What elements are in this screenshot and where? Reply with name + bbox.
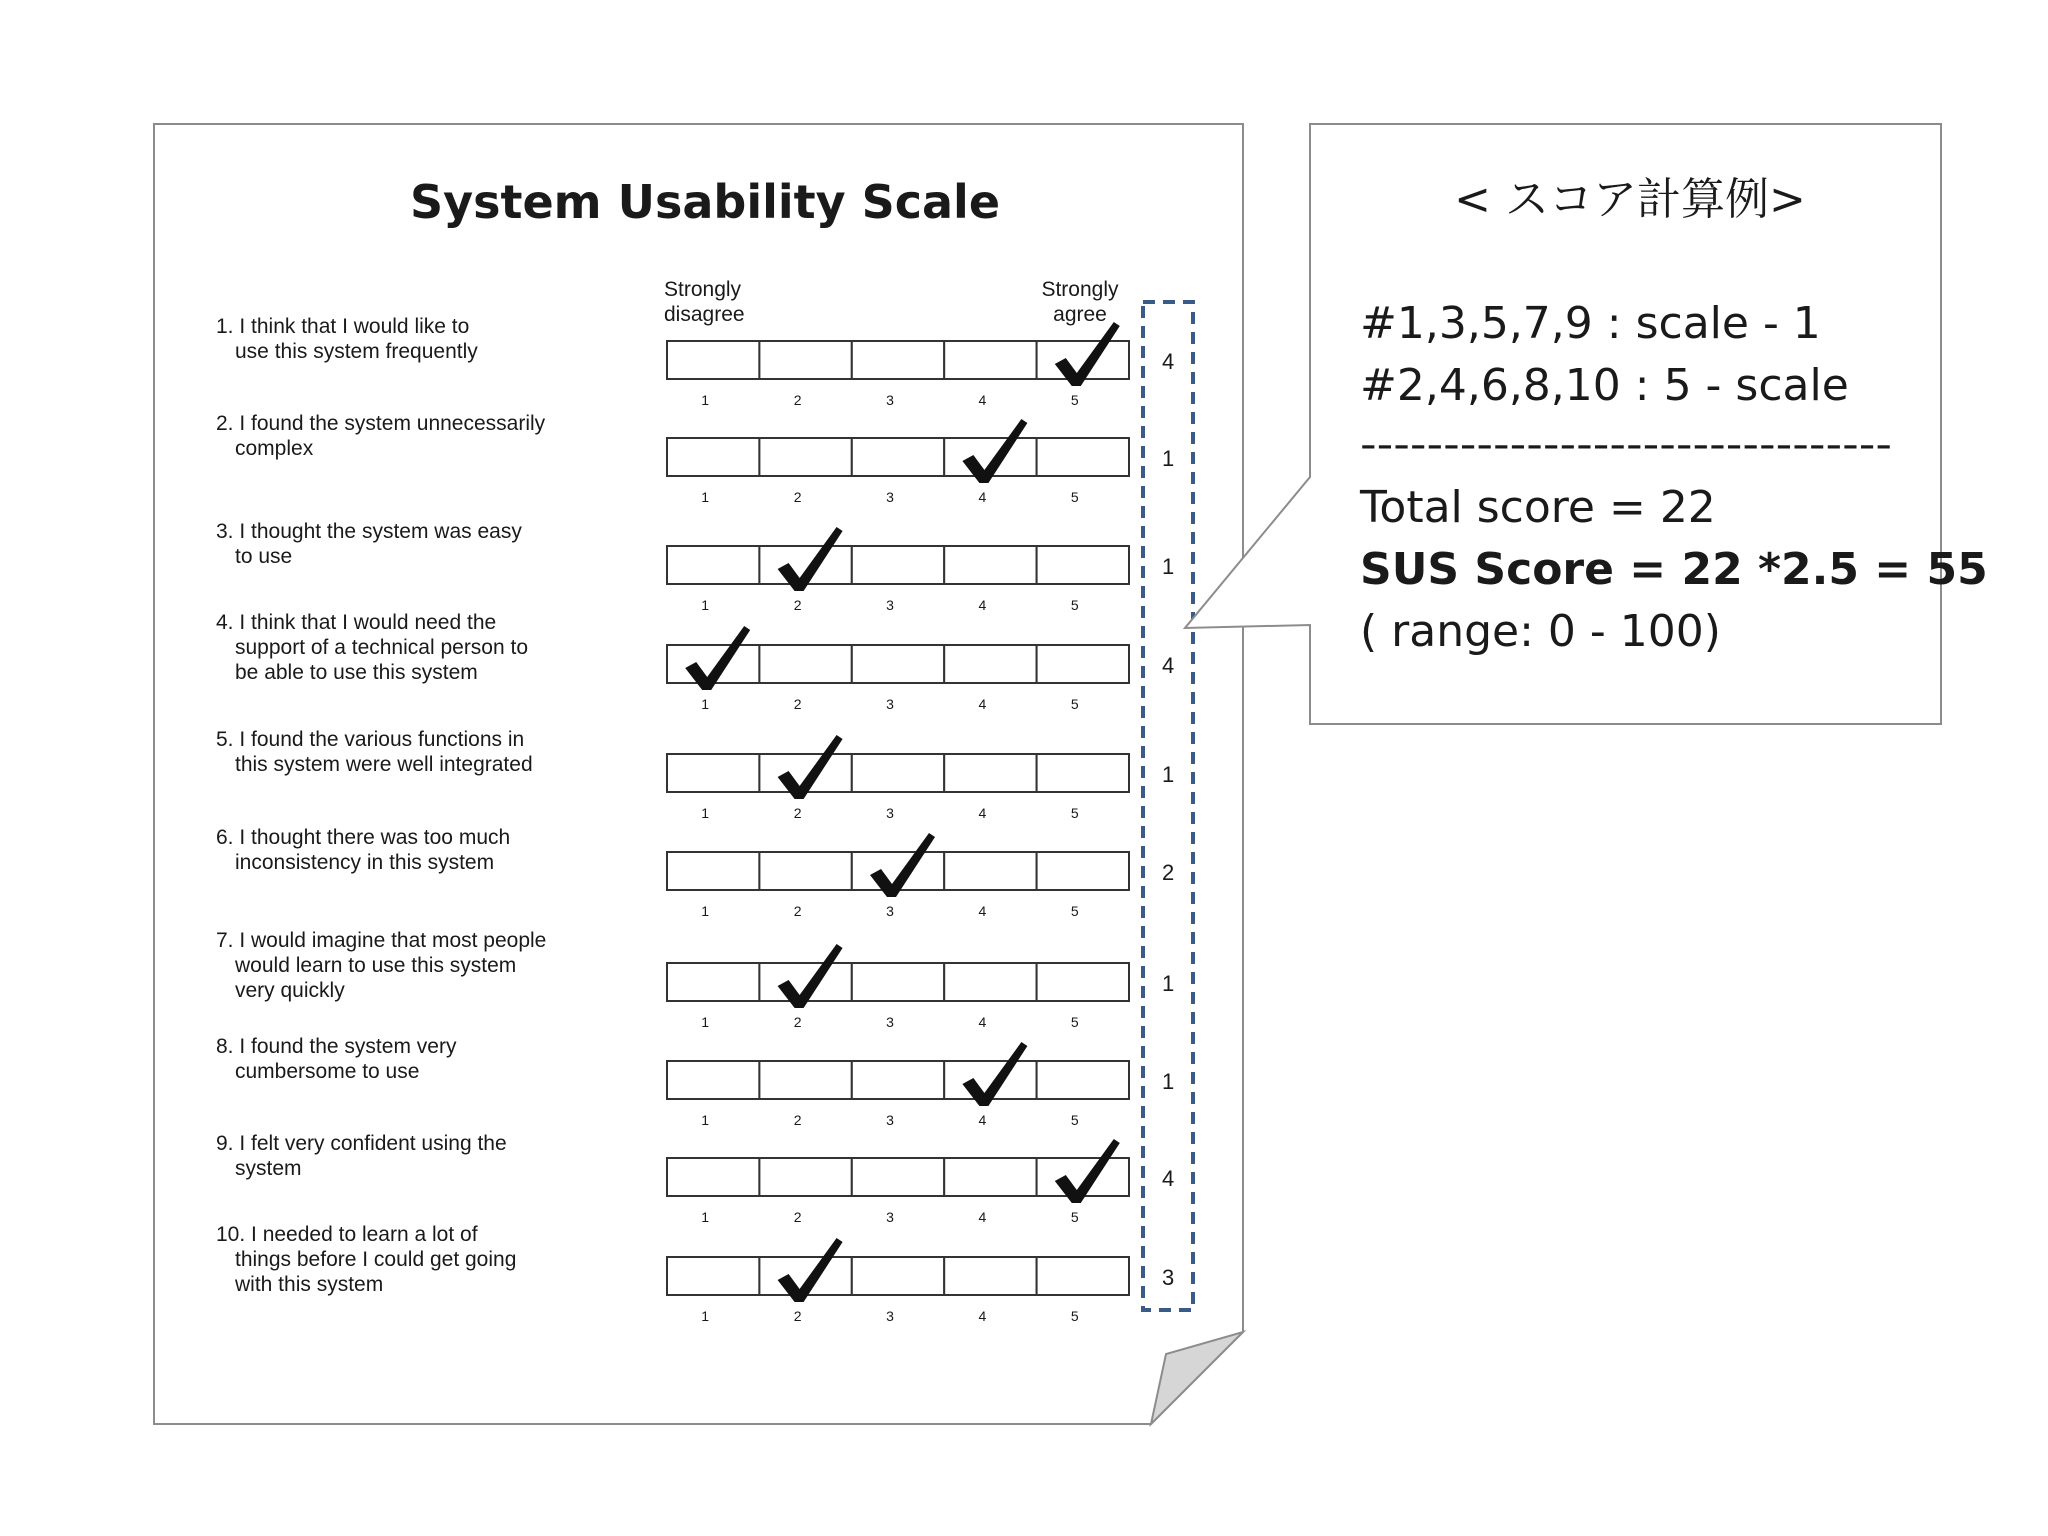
rating-cell-9-3[interactable]	[852, 1158, 944, 1196]
scale-number-6-2: 2	[793, 903, 802, 919]
contribution-value-9: 4	[1162, 1166, 1175, 1191]
question-6-text-line-1: 6. I thought there was too much	[216, 826, 511, 849]
contribution-value-7: 1	[1162, 971, 1175, 996]
rating-cell-7-4[interactable]	[944, 963, 1036, 1001]
rating-cell-8-5[interactable]	[1037, 1061, 1129, 1099]
question-4-text-line-2: support of a technical person to	[235, 636, 529, 659]
rating-cell-6-1[interactable]	[667, 852, 759, 890]
rating-cell-4-3[interactable]	[852, 645, 944, 683]
question-3-text-line-1: 3. I thought the system was easy	[216, 520, 522, 543]
question-1-text-line-2: use this system frequently	[235, 340, 478, 363]
scale-number-1-3: 3	[886, 392, 894, 408]
rating-cell-5-5[interactable]	[1037, 754, 1129, 792]
rating-cell-1-4[interactable]	[944, 341, 1036, 379]
scale-number-9-3: 3	[886, 1209, 894, 1225]
question-7-text-line-2: would learn to use this system	[235, 954, 517, 977]
rating-cell-2-1[interactable]	[667, 438, 759, 476]
scale-number-1-4: 4	[978, 392, 987, 408]
scale-number-7-2: 2	[793, 1014, 802, 1030]
scale-number-3-1: 1	[701, 597, 710, 613]
question-4-text-line-3: be able to use this system	[235, 661, 478, 684]
scale-number-1-1: 1	[701, 392, 710, 408]
rating-cell-10-4[interactable]	[944, 1257, 1036, 1295]
contribution-value-3: 1	[1162, 554, 1175, 579]
rating-cell-4-2[interactable]	[759, 645, 851, 683]
rating-cell-9-1[interactable]	[667, 1158, 759, 1196]
scale-number-10-4: 4	[978, 1308, 987, 1324]
rating-cell-5-3[interactable]	[852, 754, 944, 792]
scale-number-5-2: 2	[793, 805, 802, 821]
scale-number-3-3: 3	[886, 597, 894, 613]
rule-odd-items: #1,3,5,7,9 : scale - 1	[1360, 298, 1821, 349]
scale-number-4-5: 5	[1070, 696, 1079, 712]
scale-number-5-1: 1	[701, 805, 710, 821]
contribution-value-6: 2	[1162, 860, 1175, 885]
rating-cell-10-3[interactable]	[852, 1257, 944, 1295]
rating-cell-6-5[interactable]	[1037, 852, 1129, 890]
scale-number-1-2: 2	[793, 392, 802, 408]
sus-title: System Usability Scale	[409, 175, 1001, 229]
scale-number-6-4: 4	[978, 903, 987, 919]
total-score: Total score = 22	[1360, 482, 1716, 533]
scale-number-10-1: 1	[701, 1308, 710, 1324]
scale-number-2-5: 5	[1070, 489, 1079, 505]
rating-cell-3-5[interactable]	[1037, 546, 1129, 584]
callout-title: < スコア計算例>	[1454, 174, 1806, 225]
contribution-value-1: 4	[1162, 349, 1175, 374]
scale-number-2-2: 2	[793, 489, 802, 505]
scale-number-8-4: 4	[978, 1112, 987, 1128]
question-8-text-line-2: cumbersome to use	[235, 1060, 420, 1083]
rating-cell-1-3[interactable]	[852, 341, 944, 379]
rating-cell-7-1[interactable]	[667, 963, 759, 1001]
rating-cell-2-3[interactable]	[852, 438, 944, 476]
rating-cell-1-1[interactable]	[667, 341, 759, 379]
question-4-text-line-1: 4. I think that I would need the	[216, 611, 497, 634]
rating-cell-8-2[interactable]	[759, 1061, 851, 1099]
scale-number-10-3: 3	[886, 1308, 894, 1324]
scale-number-7-5: 5	[1070, 1014, 1079, 1030]
rating-cell-7-5[interactable]	[1037, 963, 1129, 1001]
question-2-text-line-1: 2. I found the system unnecessarily	[216, 412, 546, 435]
question-7-text-line-1: 7. I would imagine that most people	[216, 929, 547, 952]
rating-cell-8-1[interactable]	[667, 1061, 759, 1099]
scale-number-8-3: 3	[886, 1112, 894, 1128]
rating-cell-5-1[interactable]	[667, 754, 759, 792]
scale-number-5-4: 4	[978, 805, 987, 821]
scale-number-8-2: 2	[793, 1112, 802, 1128]
rating-cell-3-3[interactable]	[852, 546, 944, 584]
contribution-value-5: 1	[1162, 762, 1175, 787]
rating-cell-4-5[interactable]	[1037, 645, 1129, 683]
rating-cell-2-5[interactable]	[1037, 438, 1129, 476]
score-range: ( range: 0 - 100)	[1360, 606, 1721, 657]
scale-number-10-2: 2	[793, 1308, 802, 1324]
question-8-text-line-1: 8. I found the system very	[216, 1035, 457, 1058]
scale-number-4-4: 4	[978, 696, 987, 712]
contribution-value-8: 1	[1162, 1069, 1175, 1094]
sus-score: SUS Score = 22 *2.5 = 55	[1360, 544, 1988, 595]
contribution-value-4: 4	[1162, 653, 1175, 678]
scale-number-5-3: 3	[886, 805, 894, 821]
question-5-text-line-2: this system were well integrated	[235, 753, 533, 776]
scale-number-3-4: 4	[978, 597, 987, 613]
rating-cell-6-2[interactable]	[759, 852, 851, 890]
question-10-text-line-1: 10. I needed to learn a lot of	[216, 1223, 478, 1246]
rating-cell-3-4[interactable]	[944, 546, 1036, 584]
question-7-text-line-3: very quickly	[235, 979, 345, 1002]
question-5-text-line-1: 5. I found the various functions in	[216, 728, 525, 751]
question-10-text-line-3: with this system	[235, 1273, 384, 1296]
scale-number-1-5: 5	[1070, 392, 1079, 408]
scale-number-2-3: 3	[886, 489, 894, 505]
scale-number-5-5: 5	[1070, 805, 1079, 821]
question-3-text-line-2: to use	[235, 545, 293, 568]
question-2-text-line-2: complex	[235, 437, 314, 460]
scale-number-8-5: 5	[1070, 1112, 1079, 1128]
question-9-text-line-2: system	[235, 1157, 302, 1180]
scale-number-7-4: 4	[978, 1014, 987, 1030]
scale-number-8-1: 1	[701, 1112, 710, 1128]
scale-number-7-3: 3	[886, 1014, 894, 1030]
question-10-text-line-2: things before I could get going	[235, 1248, 517, 1271]
scale-number-9-2: 2	[793, 1209, 802, 1225]
scale-number-4-2: 2	[793, 696, 802, 712]
question-9-text-line-1: 9. I felt very confident using the	[216, 1132, 507, 1155]
rating-cell-10-5[interactable]	[1037, 1257, 1129, 1295]
scale-number-4-1: 1	[701, 696, 710, 712]
scale-number-3-5: 5	[1070, 597, 1079, 613]
scale-number-3-2: 2	[793, 597, 802, 613]
scale-number-7-1: 1	[701, 1014, 710, 1030]
scale-left-label-line1: Strongly	[664, 278, 742, 301]
rating-cell-1-2[interactable]	[759, 341, 851, 379]
scale-number-10-5: 5	[1070, 1308, 1079, 1324]
scale-number-9-5: 5	[1070, 1209, 1079, 1225]
scale-number-6-5: 5	[1070, 903, 1079, 919]
scale-number-2-1: 1	[701, 489, 710, 505]
scale-left-label-line2: disagree	[664, 303, 745, 326]
scale-number-6-3: 3	[886, 903, 894, 919]
scale-number-6-1: 1	[701, 903, 710, 919]
rating-cell-2-2[interactable]	[759, 438, 851, 476]
contribution-value-10: 3	[1162, 1265, 1175, 1290]
rating-cell-3-1[interactable]	[667, 546, 759, 584]
scale-right-label-line2: agree	[1053, 303, 1107, 326]
callout-divider: --------------------------------	[1360, 422, 1892, 468]
scale-number-9-1: 1	[701, 1209, 710, 1225]
scale-number-9-4: 4	[978, 1209, 987, 1225]
rating-cell-8-3[interactable]	[852, 1061, 944, 1099]
contribution-value-2: 1	[1162, 446, 1175, 471]
rating-cell-6-4[interactable]	[944, 852, 1036, 890]
scale-number-4-3: 3	[886, 696, 894, 712]
rule-even-items: #2,4,6,8,10 : 5 - scale	[1360, 360, 1849, 411]
rating-cell-7-3[interactable]	[852, 963, 944, 1001]
rating-cell-9-4[interactable]	[944, 1158, 1036, 1196]
scale-number-2-4: 4	[978, 489, 987, 505]
rating-cell-4-4[interactable]	[944, 645, 1036, 683]
rating-cell-9-2[interactable]	[759, 1158, 851, 1196]
question-6-text-line-2: inconsistency in this system	[235, 851, 495, 874]
scale-right-label-line1: Strongly	[1041, 278, 1119, 301]
rating-cell-10-1[interactable]	[667, 1257, 759, 1295]
question-1-text-line-1: 1. I think that I would like to	[216, 315, 470, 338]
rating-cell-5-4[interactable]	[944, 754, 1036, 792]
